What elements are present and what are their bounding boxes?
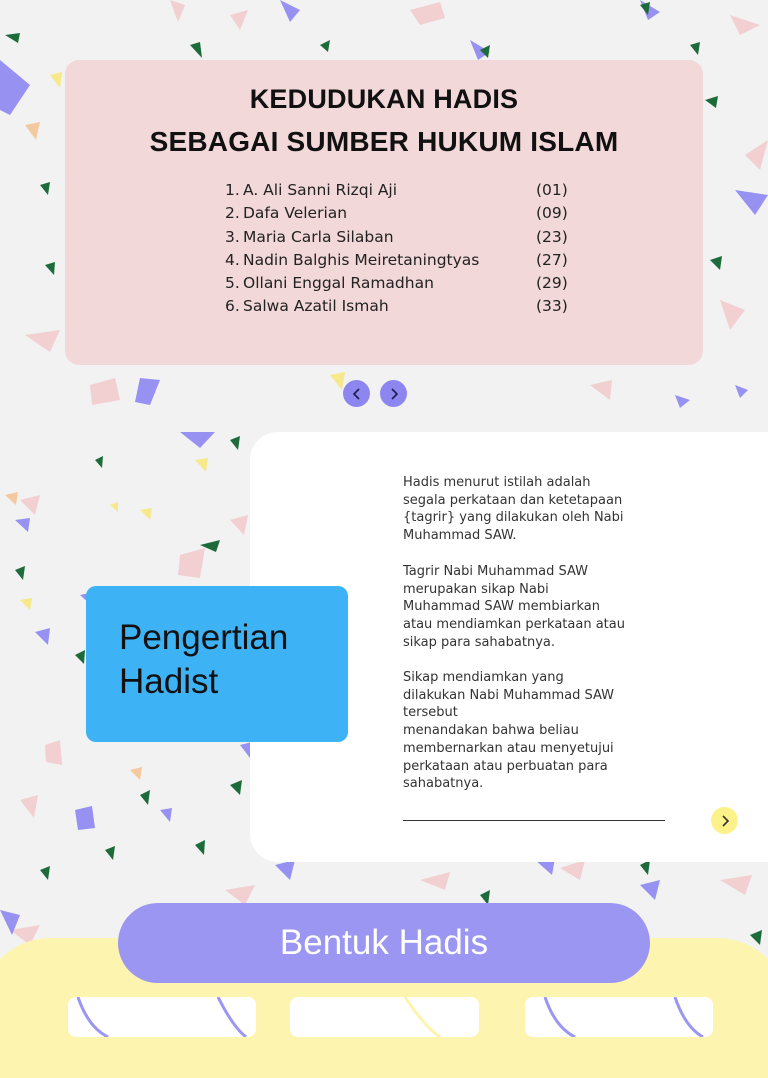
title-card xyxy=(65,60,703,365)
hadis-form-card xyxy=(68,997,256,1037)
member-absen: (09) xyxy=(536,204,568,223)
decorative-arc xyxy=(68,997,256,1037)
member-row xyxy=(225,274,585,297)
hadis-form-card xyxy=(290,997,479,1037)
member-number: 4. xyxy=(225,250,240,269)
member-number: 3. xyxy=(225,227,240,246)
definition-paragraph-2: Tagrir Nabi Muhammad SAW merupakan sikap Nabi Muhammad SAW membiarkan atau mendiamkan perkataan atau sikap para sahabatnya. xyxy=(403,564,625,650)
decorative-arc xyxy=(525,997,713,1037)
member-row xyxy=(225,251,585,274)
section-heading: Bentuk Hadis xyxy=(279,923,489,962)
next-slide-button[interactable] xyxy=(380,380,407,407)
page-title-line1: KEDUDUKAN HADIS xyxy=(249,84,519,114)
member-number: 6. xyxy=(225,297,240,316)
chevron-left-icon xyxy=(351,388,363,400)
section-heading-pill xyxy=(118,903,650,983)
member-absen: (23) xyxy=(536,227,568,246)
member-name: Dafa Velerian xyxy=(243,204,348,223)
next-button[interactable] xyxy=(711,807,738,834)
definition-paragraph-3: Sikap mendiamkan yang dilakukan Nabi Muhammad SAW tersebut menandakan bahwa beliau membernarkan atau menyetujui perkataan atau perbuatan para sahabatnya. xyxy=(403,670,615,792)
member-number: 5. xyxy=(225,274,240,293)
member-number: 1. xyxy=(225,181,240,199)
definition-card xyxy=(86,586,348,742)
member-row xyxy=(225,228,585,251)
member-absen: (01) xyxy=(536,181,568,199)
member-name: Ollani Enggal Ramadhan xyxy=(243,274,434,293)
member-number: 2. xyxy=(225,204,240,223)
member-name: Maria Carla Silaban xyxy=(243,227,394,246)
member-name: Salwa Azatil Ismah xyxy=(243,297,389,316)
member-row xyxy=(225,204,585,227)
member-absen: (29) xyxy=(536,274,568,293)
chevron-right-icon xyxy=(388,388,400,400)
definition-title: Pengertian Hadist xyxy=(119,618,289,701)
prev-slide-button[interactable] xyxy=(343,380,370,407)
divider-line xyxy=(403,820,665,821)
member-row xyxy=(225,297,585,320)
hadis-form-card xyxy=(525,997,713,1037)
member-list xyxy=(225,181,585,321)
definition-paragraph-1: Hadis menurut istilah adalah segala perkataan dan ketetapaan {tagrir} yang dilakukan oleh Nabi Muhammad SAW. xyxy=(403,475,624,544)
chevron-right-icon xyxy=(719,815,731,827)
member-absen: (27) xyxy=(536,250,568,269)
member-name: A. Ali Sanni Rizqi Aji xyxy=(243,181,398,199)
decorative-arc xyxy=(290,997,479,1037)
page-title-line2: SEBAGAI SUMBER HUKUM ISLAM xyxy=(149,126,619,157)
member-row xyxy=(225,181,585,204)
member-name: Nadin Balghis Meiretaningtyas xyxy=(243,250,480,269)
member-absen: (33) xyxy=(536,297,568,316)
